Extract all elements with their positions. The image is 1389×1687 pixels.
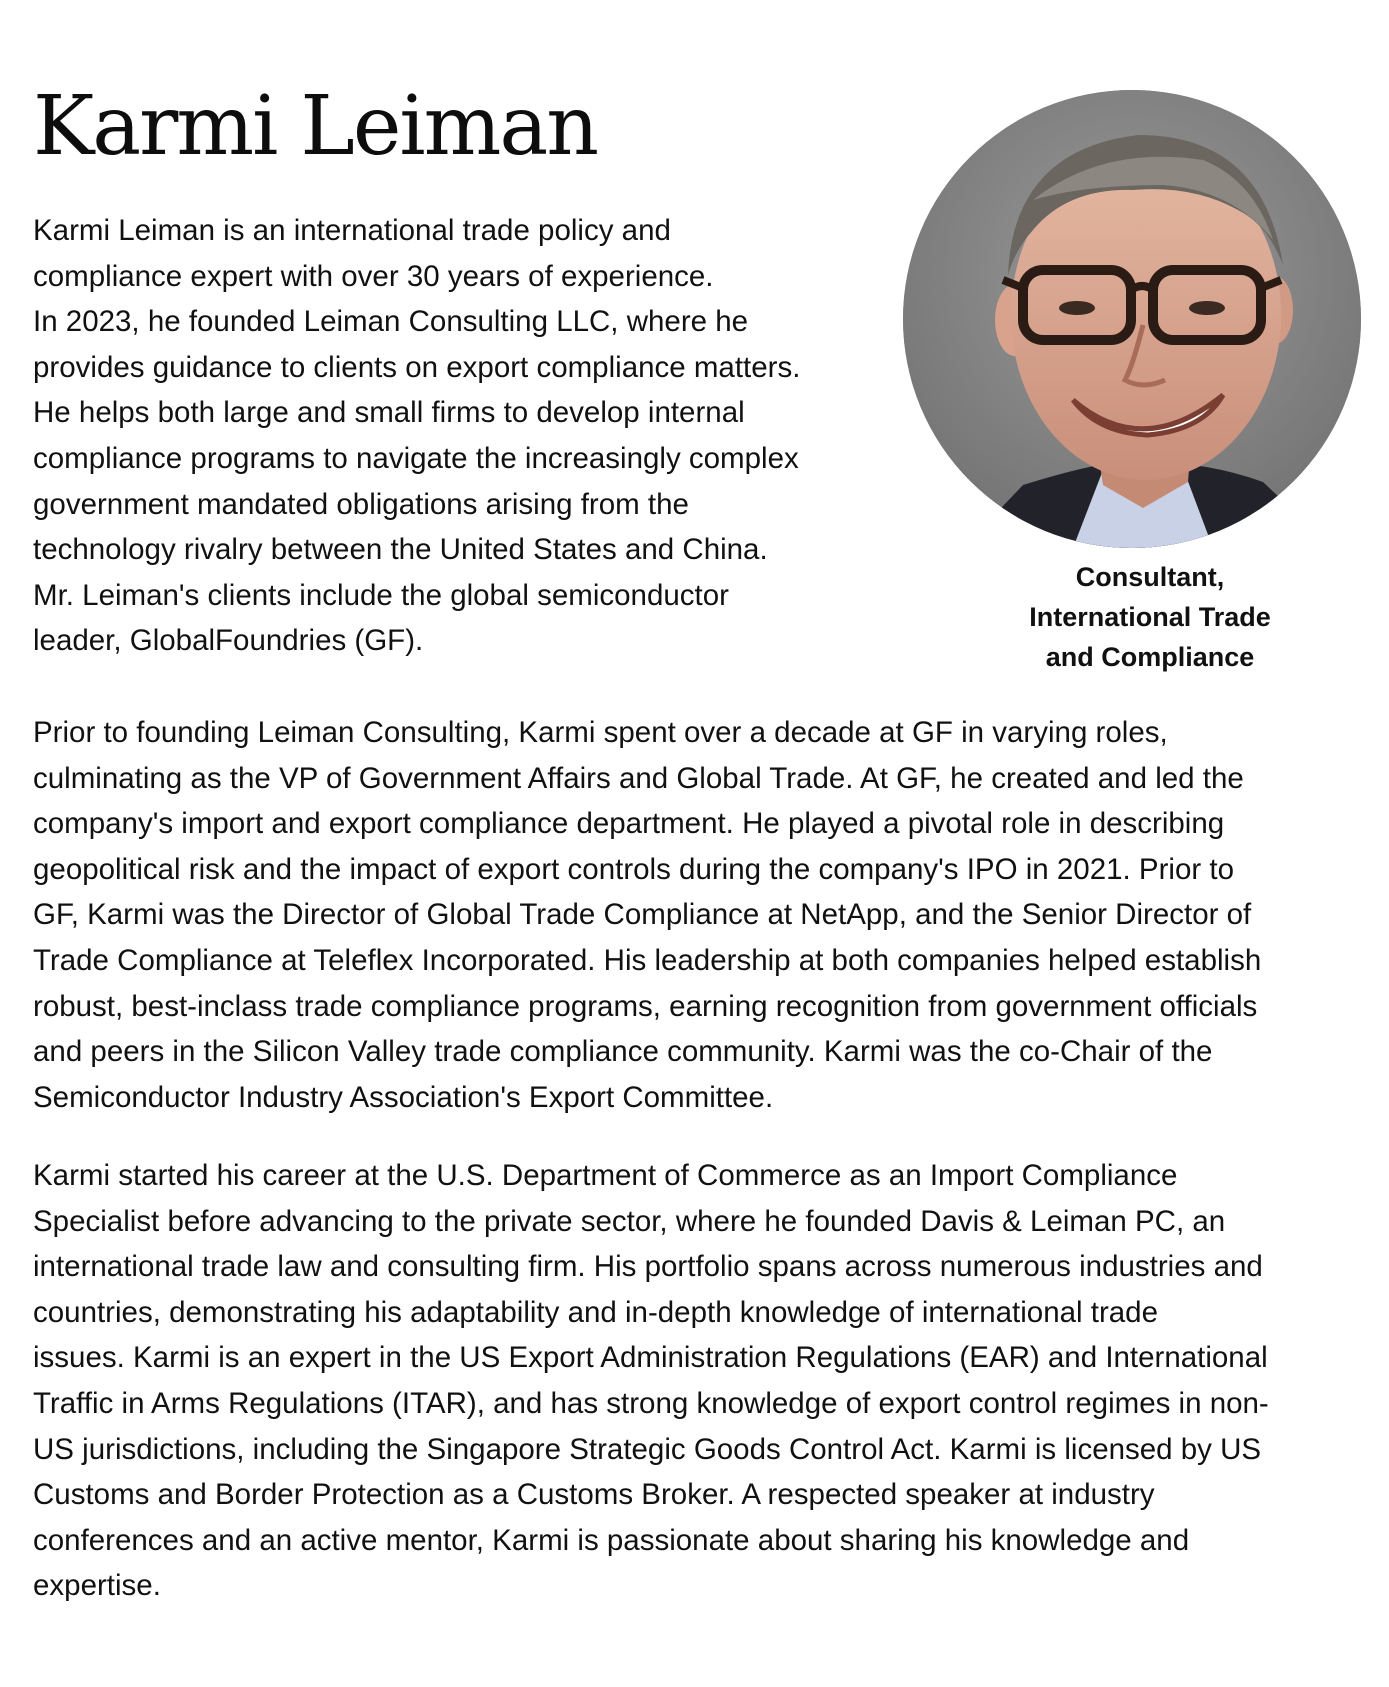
background-paragraph <box>33 1153 1378 1609</box>
paragraph-line: GF, Karmi was the Director of Global Trade Compliance at NetApp, and the Senior Director of <box>33 898 1252 932</box>
person-name: Karmi Leiman <box>33 79 598 174</box>
intro-line: Mr. Leiman's clients include the global semiconductor <box>33 578 729 612</box>
paragraph-line: company's import and export compliance department. He played a pivotal role in describing <box>33 807 1225 841</box>
portrait-photo <box>903 90 1361 548</box>
paragraph-line: international trade law and consulting firm. His portfolio spans across numerous industries and <box>33 1250 1263 1284</box>
paragraph-line: Specialist before advancing to the private sector, where he founded Davis & Leiman PC, an <box>33 1204 1226 1238</box>
paragraph-line: culminating as the VP of Government Affairs and Global Trade. At GF, he created and led the <box>33 761 1244 795</box>
portrait-illustration <box>903 90 1361 548</box>
paragraph-line: issues. Karmi is an expert in the US Export Administration Regulations (EAR) and International <box>33 1341 1268 1375</box>
paragraph-line: Semiconductor Industry Association's Export Committee. <box>33 1080 774 1114</box>
job-title-caption <box>960 557 1340 677</box>
intro-line: leader, GlobalFoundries (GF). <box>33 624 424 658</box>
paragraph-line: expertise. <box>33 1569 161 1603</box>
paragraph-line: Trade Compliance at Teleflex Incorporated. His leadership at both companies helped establish <box>33 943 1262 977</box>
caption-line: and Compliance <box>1045 642 1255 672</box>
paragraph-line: countries, demonstrating his adaptability and in-depth knowledge of international trade <box>33 1295 1158 1329</box>
paragraph-line: Customs and Border Protection as a Customs Broker. A respected speaker at industry <box>33 1478 1155 1512</box>
intro-paragraph <box>33 208 908 664</box>
paragraph-line: Karmi started his career at the U.S. Department of Commerce as an Import Compliance <box>33 1159 1178 1192</box>
paragraph-line: and peers in the Silicon Valley trade compliance community. Karmi was the co-Chair of the <box>33 1035 1213 1069</box>
intro-line: government mandated obligations arising from the <box>33 487 689 521</box>
caption-line: International Trade <box>1029 602 1271 632</box>
paragraph-line: Prior to founding Leiman Consulting, Karmi spent over a decade at GF in varying roles, <box>33 716 1168 749</box>
intro-line: He helps both large and small firms to develop internal <box>33 396 745 430</box>
paragraph-line: geopolitical risk and the impact of export controls during the company's IPO in 2021. Prior to <box>33 852 1235 886</box>
paragraph-line: US jurisdictions, including the Singapore Strategic Goods Control Act. Karmi is licensed by US <box>33 1432 1262 1466</box>
intro-line: Karmi Leiman is an international trade policy and <box>33 214 671 247</box>
intro-line: compliance expert with over 30 years of experience. <box>33 259 714 293</box>
caption-line: Consultant, <box>1075 562 1225 592</box>
intro-line: provides guidance to clients on export compliance matters. <box>33 350 801 384</box>
paragraph-line: robust, best-inclass trade compliance programs, earning recognition from government officials <box>33 989 1258 1023</box>
intro-line: technology rivalry between the United States and China. <box>33 533 768 567</box>
paragraph-line: conferences and an active mentor, Karmi is passionate about sharing his knowledge and <box>33 1523 1190 1557</box>
intro-line: In 2023, he founded Leiman Consulting LLC, where he <box>33 305 749 339</box>
paragraph-line: Traffic in Arms Regulations (ITAR), and has strong knowledge of export control regimes in non- <box>33 1386 1269 1420</box>
intro-line: compliance programs to navigate the increasingly complex <box>33 441 799 475</box>
career-paragraph <box>33 710 1378 1120</box>
